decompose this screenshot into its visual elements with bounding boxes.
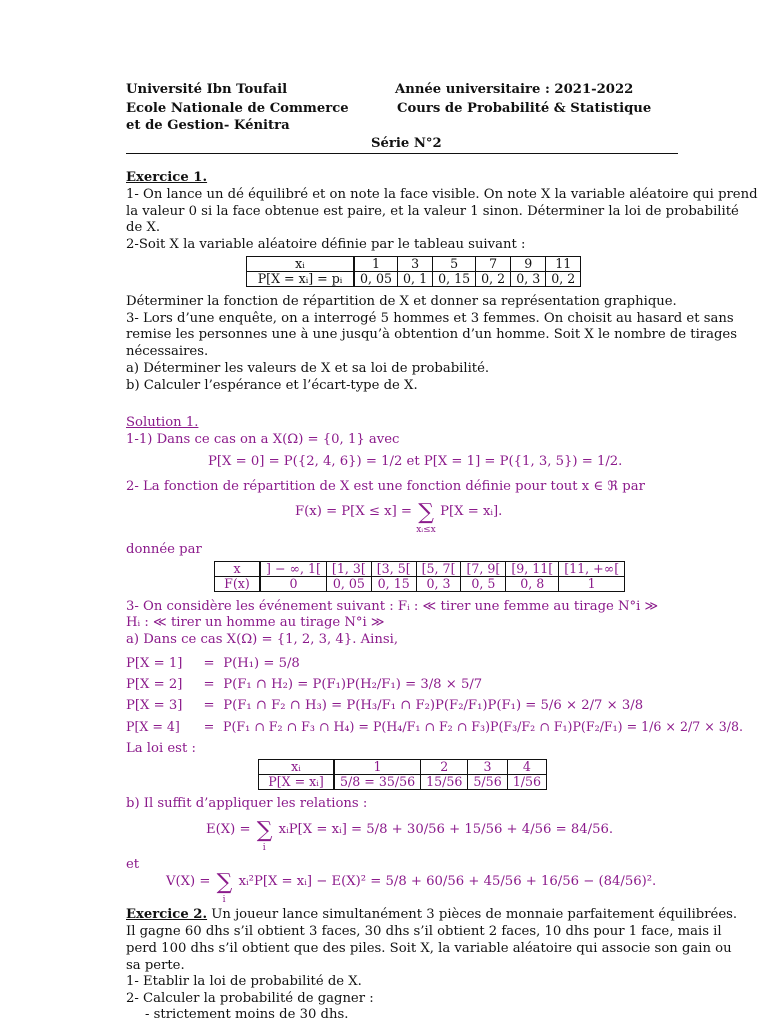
sum-symbol	[416, 500, 436, 535]
table-cell: [3, 5[	[371, 562, 416, 577]
equals-sign: =	[203, 719, 215, 734]
probability-equation	[126, 717, 743, 737]
exercise2-text: 2- Calculer la probabilité de gagner :	[126, 991, 374, 1006]
table-cell: 0, 8	[506, 577, 559, 592]
sum-index: i	[262, 843, 266, 853]
sum-symbol	[216, 870, 233, 905]
solution-equation: P[X = 0] = P({2, 4, 6}) = 1/2 et P[X = 1] = P({1, 3, 5}) = 1/2.	[208, 454, 623, 469]
exercise1-text: 3- Lors d’une enquête, on a interrogé 5 hommes et 3 femmes. On choisit au hasard et sans	[126, 311, 734, 326]
table-cell: [1, 3[	[326, 562, 371, 577]
equation-part: V(X) =	[166, 874, 211, 889]
table-cell: [11, +∞[	[559, 562, 625, 577]
equation-part: P[X = xᵢ].	[440, 504, 503, 519]
equation-part: xᵢP[X = xᵢ] = 5/8 + 30/56 + 15/56 + 4/56 = 84/56.	[278, 822, 614, 837]
table-cell: 1	[559, 577, 625, 592]
solution-text: 1-1) Dans ce cas on a X(Ω) = {0, 1} avec	[126, 432, 400, 447]
table-cell: 3	[468, 760, 507, 775]
equals-sign: =	[203, 677, 215, 692]
table-cell: xᵢ	[259, 760, 335, 775]
table-cell: F(x)	[215, 577, 261, 592]
solution-text: donnée par	[126, 542, 202, 557]
exercise1-text: 2-Soit X la variable aléatoire définie par le tableau suivant :	[126, 237, 526, 252]
table-cell: [7, 9[	[461, 562, 506, 577]
header-rule	[126, 153, 678, 154]
table-cell: x	[215, 562, 261, 577]
sum-index: xᵢ≤x	[416, 525, 436, 535]
exercise2-text: 1- Etablir la loi de probabilité de X.	[126, 974, 362, 989]
exercise1-text: b) Calculer l’espérance et l’écart-type de X.	[126, 378, 418, 393]
solution1-title: Solution 1.	[126, 415, 199, 430]
table-cell: 0, 05	[326, 577, 371, 592]
solution-text: a) Dans ce cas X(Ω) = {1, 2, 3, 4}. Ainsi,	[126, 632, 399, 647]
academic-year: Année universitaire : 2021-2022	[395, 82, 634, 97]
equation-part: xᵢ²P[X = xᵢ] − E(X)² = 5/8 + 60/56 + 45/56 + 16/56 − (84/56)².	[238, 874, 657, 889]
distribution-function-table	[214, 561, 625, 592]
table-cell: 4	[507, 760, 546, 775]
table-cell: 1	[334, 760, 421, 775]
solution-text: 3- On considère les événement suivant : Fᵢ : ≪ tirer une femme au tirage N°i ≫	[126, 599, 659, 614]
school-name: Ecole Nationale de Commerce	[126, 101, 349, 116]
expectation-equation	[206, 818, 614, 853]
exercise2-text: perd 100 dhs s’il obtient que des piles. Soit X, la variable aléatoire qui associe son gain ou	[126, 941, 732, 956]
table-cell: 0, 5	[461, 577, 506, 592]
equation-rhs: P(F₁ ∩ F₂ ∩ F₃ ∩ H₄) = P(H₄/F₁ ∩ F₂ ∩ F₃)P(F₃/F₂ ∩ F₁)P(F₂/F₁) = 1/6 × 2/7 × 3/8.	[223, 719, 744, 734]
table-cell: 11	[546, 257, 581, 272]
sum-glyph: ∑	[216, 870, 233, 895]
exercise2-intro	[126, 907, 737, 923]
table-cell: 1	[354, 257, 398, 272]
table-cell: P[X = xᵢ]	[259, 775, 335, 790]
table-cell: 15/56	[421, 775, 468, 790]
probability-equation	[126, 696, 643, 716]
exercise1-text: 1- On lance un dé équilibré et on note la face visible. On note X la variable aléatoire qui prend	[126, 187, 758, 202]
solution-text: 2- La fonction de répartition de X est une fonction définie pour tout x ∈ ℜ par	[126, 479, 645, 494]
exercise2-title: Exercice 2.	[126, 907, 208, 922]
table-cell: 0, 05	[354, 272, 398, 287]
school-location: et de Gestion- Kénitra	[126, 118, 290, 133]
variance-equation	[166, 870, 657, 905]
equation-rhs: P(F₁ ∩ H₂) = P(F₁)P(H₂/F₁) = 3/8 × 5/7	[223, 677, 483, 692]
exercise1-text: remise les personnes une à une jusqu’à obtention d’un homme. Soit X le nombre de tirages	[126, 327, 737, 342]
solution-text: La loi est :	[126, 741, 196, 756]
solution-text: Hᵢ : ≪ tirer un homme au tirage N°i ≫	[126, 615, 385, 630]
table-cell: 0	[260, 577, 326, 592]
exercise1-text: Déterminer la fonction de répartition de X et donner sa représentation graphique.	[126, 294, 677, 309]
table-cell: 0, 3	[511, 272, 546, 287]
course-name: Cours de Probabilité & Statistique	[397, 101, 652, 116]
equation-lhs: P[X = 4]	[126, 719, 180, 734]
equation-part: F(x) = P[X ≤ x] =	[295, 504, 412, 519]
table-cell: 1/56	[507, 775, 546, 790]
solution-text: et	[126, 857, 140, 872]
sum-index: i	[222, 895, 226, 905]
table-cell: 7	[476, 257, 511, 272]
table-cell: 5/56	[468, 775, 507, 790]
probability-law-table	[258, 759, 547, 790]
table-cell: 0, 1	[398, 272, 433, 287]
exercise2-text: sa perte.	[126, 958, 185, 973]
exercise1-title: Exercice 1.	[126, 170, 208, 185]
equation-lhs: P[X = 2]	[126, 677, 183, 692]
sum-glyph: ∑	[256, 818, 273, 843]
probability-equation	[126, 654, 300, 674]
table-cell: xᵢ	[247, 257, 355, 272]
exercise2-text: Un joueur lance simultanément 3 pièces de monnaie parfaitement équilibrées.	[207, 907, 738, 922]
table-cell: 0, 15	[433, 272, 476, 287]
exercise2-text: - strictement moins de 30 dhs.	[145, 1007, 349, 1022]
sum-glyph: ∑	[418, 500, 434, 525]
equation-rhs: P(H₁) = 5/8	[223, 656, 300, 671]
equation-lhs: P[X = 3]	[126, 698, 183, 713]
distribution-function-equation	[295, 500, 503, 535]
exercise1-text: la valeur 0 si la face obtenue est paire, et la valeur 1 sinon. Déterminer la loi de probabilité	[126, 204, 739, 219]
series-title: Série N°2	[371, 136, 442, 151]
equals-sign: =	[203, 698, 215, 713]
table-cell: 0, 15	[371, 577, 416, 592]
table-cell: 5	[433, 257, 476, 272]
table-cell: [9, 11[	[506, 562, 559, 577]
table-cell: 0, 2	[476, 272, 511, 287]
table-cell: 0, 3	[416, 577, 461, 592]
solution-text: b) Il suffit d’appliquer les relations :	[126, 796, 368, 811]
exercise2-text: Il gagne 60 dhs s’il obtient 3 faces, 30 dhs s’il obtient 2 faces, 10 dhs pour 1 face, mais il	[126, 924, 722, 939]
table-cell: 5/8 = 35/56	[334, 775, 421, 790]
table-cell: 2	[421, 760, 468, 775]
equation-part: E(X) =	[206, 822, 251, 837]
probability-equation	[126, 675, 482, 695]
equals-sign: =	[203, 656, 215, 671]
table-cell: [5, 7[	[416, 562, 461, 577]
table-cell: 9	[511, 257, 546, 272]
sum-symbol	[256, 818, 273, 853]
table-cell: ] − ∞, 1[	[260, 562, 326, 577]
exercise1-text: a) Déterminer les valeurs de X et sa loi de probabilité.	[126, 361, 490, 376]
university-name: Université Ibn Toufail	[126, 82, 288, 97]
exercise1-text: nécessaires.	[126, 344, 209, 359]
equation-rhs: P(F₁ ∩ F₂ ∩ H₃) = P(H₃/F₁ ∩ F₂)P(F₂/F₁)P(F₁) = 5/6 × 2/7 × 3/8	[223, 698, 644, 713]
distribution-table	[246, 256, 581, 287]
exercise1-text: de X.	[126, 220, 161, 235]
table-cell: 0, 2	[546, 272, 581, 287]
equation-lhs: P[X = 1]	[126, 656, 183, 671]
table-cell: P[X = xᵢ] = pᵢ	[247, 272, 355, 287]
table-cell: 3	[398, 257, 433, 272]
